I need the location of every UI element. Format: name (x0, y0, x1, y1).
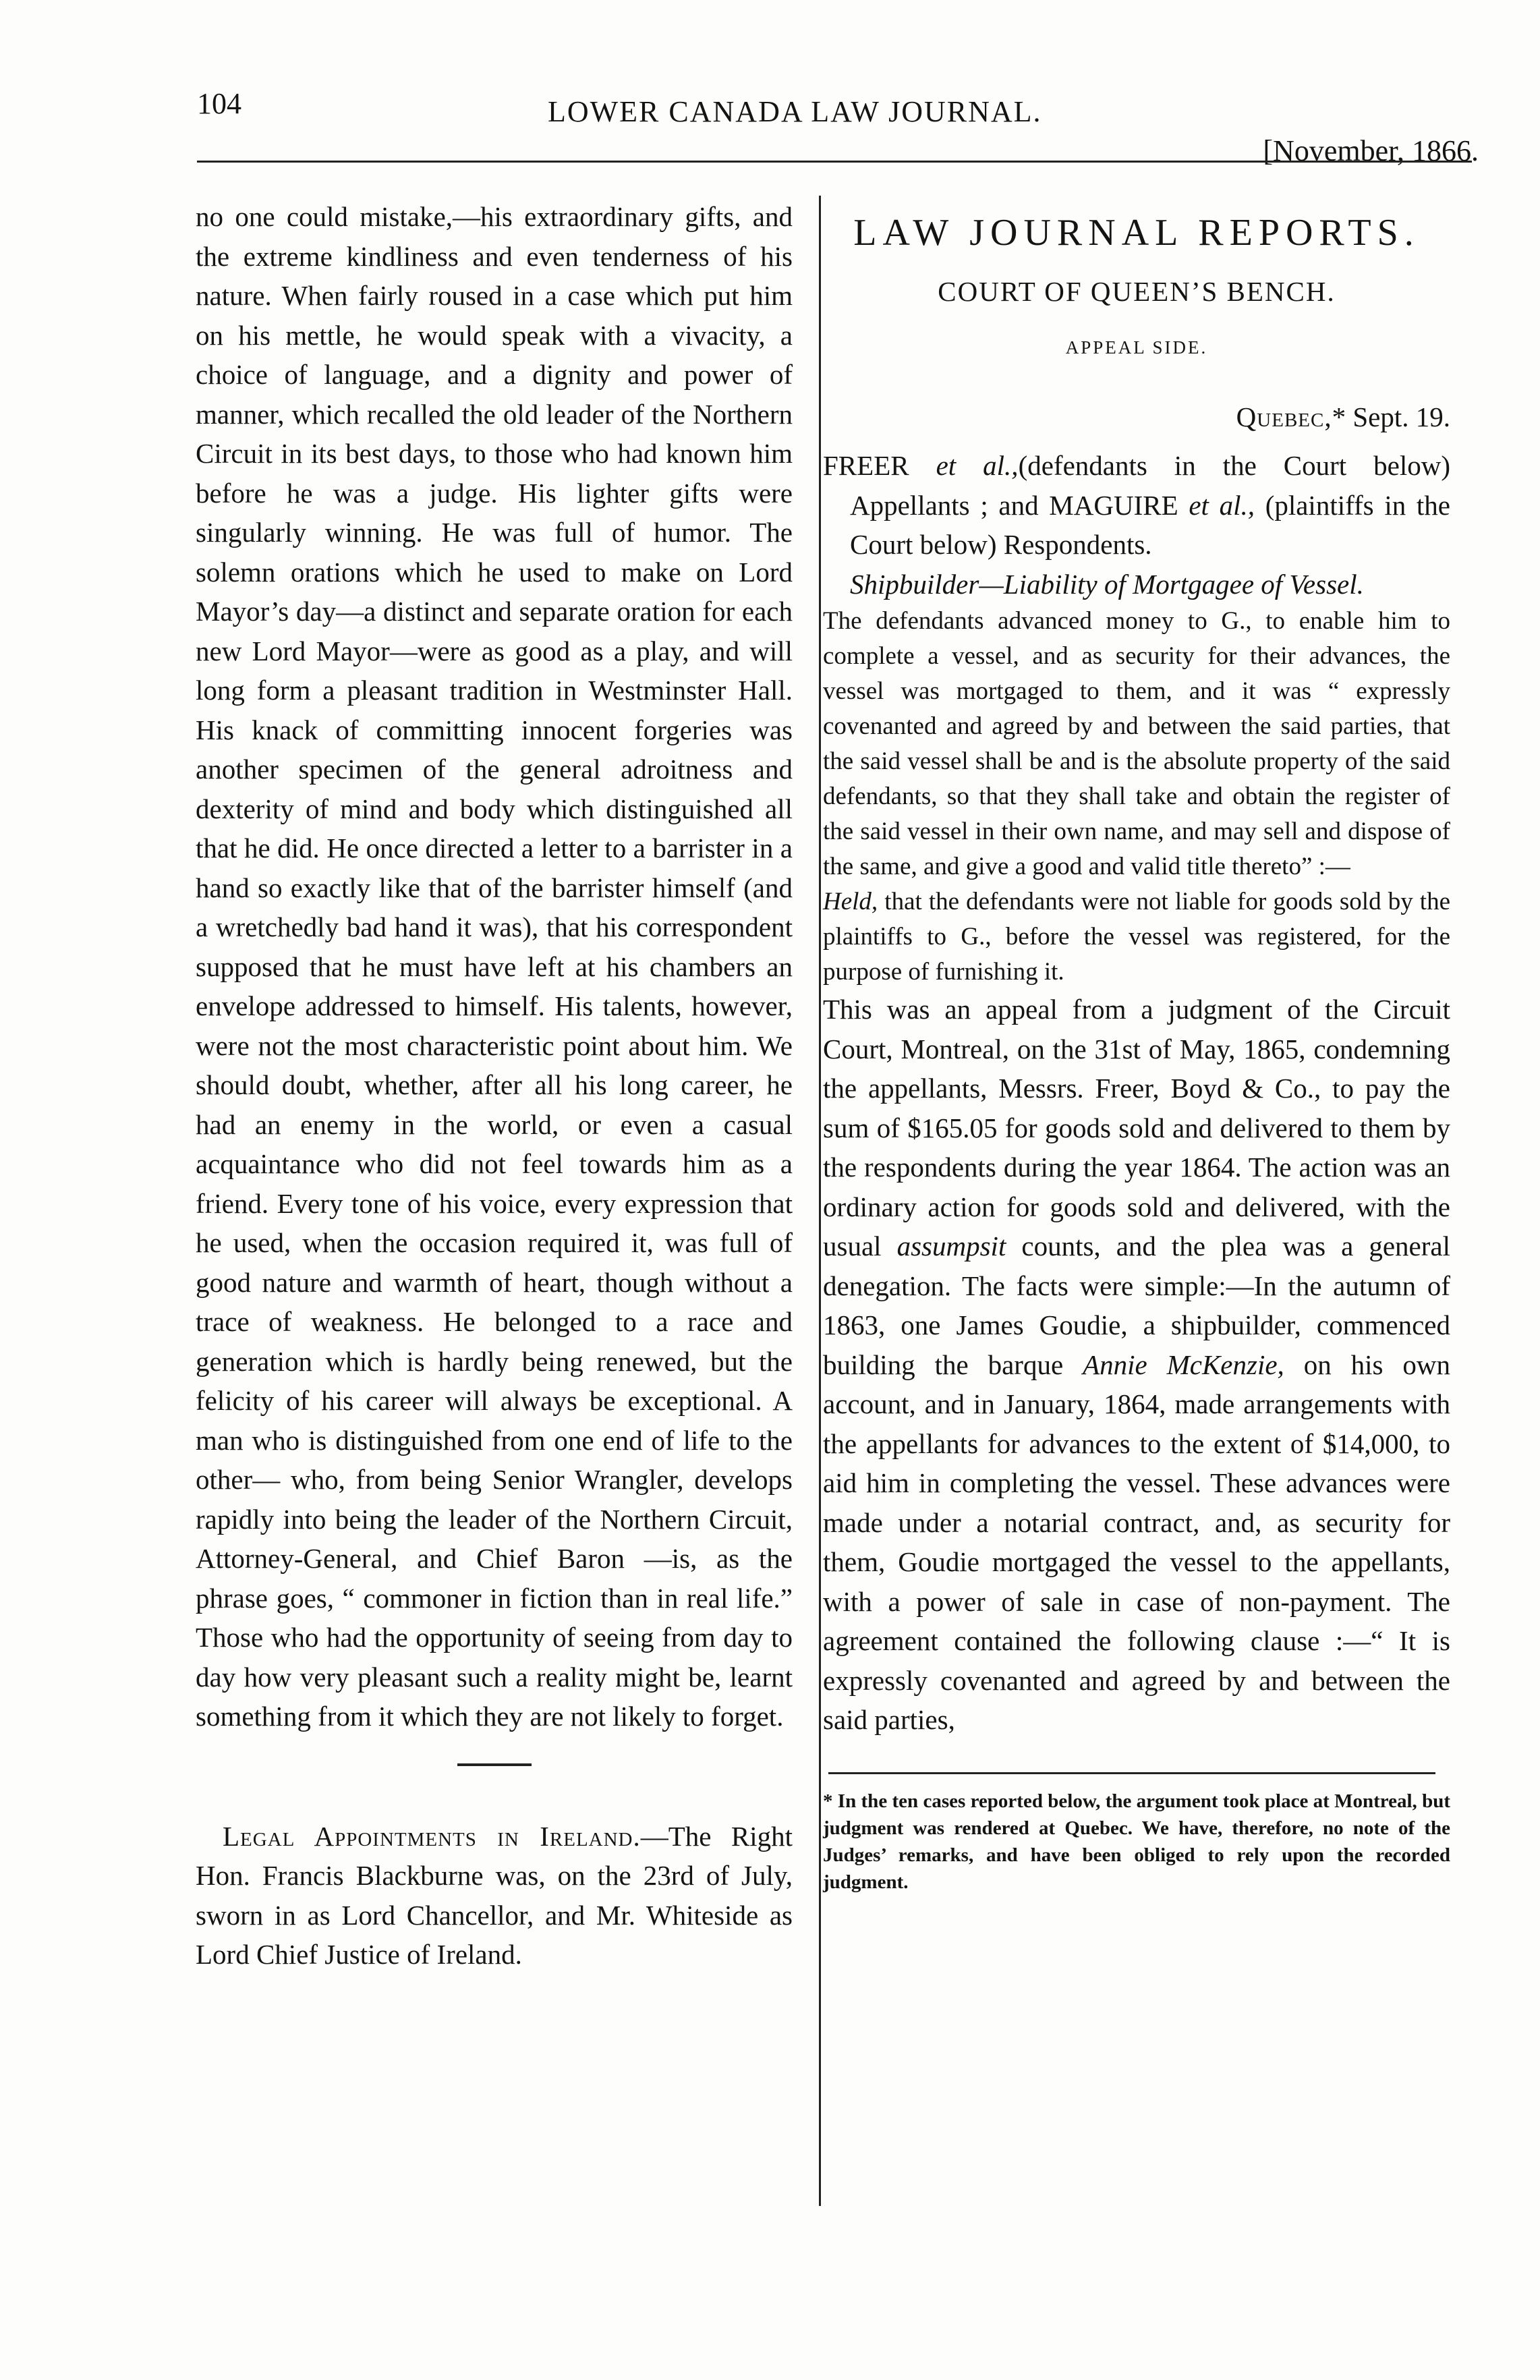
appointments-heading: Legal Appointments in Ireland. (223, 1820, 641, 1852)
appointments-text: —The Right Hon. Francis Blackburne was, on the 23rd of July, sworn in as Lord Chancellor, and Mr. Whiteside as Lord Chief Justice of Ireland. (196, 1820, 793, 1970)
case-date: Sept. 19. (1346, 401, 1450, 432)
running-header (197, 86, 1479, 167)
court-side: APPEAL SIDE. (1065, 337, 1208, 358)
case-subject: Shipbuilder—Liability of Mortgagee of Vessel. (850, 568, 1364, 600)
column-divider (819, 196, 821, 2206)
case-body (823, 990, 1450, 1740)
page-number: 104 (197, 87, 241, 120)
place-name: Quebec, (1236, 401, 1332, 432)
obituary-paragraph: no one could mistake,—his extraordinary gifts, and the extreme kindliness and even tenderness of his nature. When fairly roused in a case which put him on his mettle, he would speak with a vivacity, a choice of language, and a dignity and power of manner, which recalled the old leader of the Northern Circuit in its best days, to those who had known him before he was a judge. His lighter gifts were singularly winning. He was full of humor. The solemn orations which he used to make on Lord Mayor’s day—a distinct and separate oration for each new Lord Mayor—were as good as a play, and will long form a pleasant tradition in Westminster Hall. His knack of committing innocent forgeries was another specimen of the general adroitness and dexterity of mind and body which distinguished all that he did. He once directed a letter to a barrister in a hand so exactly like that of the barrister himself (and a wretchedly bad hand it was), that his correspondent supposed that he must have left at his chambers an envelope addressed to himself. His talents, however, were not the most characteristic point about him. We should doubt, whether, after all his long career, he had an enemy in the world, or even a casual acquaintance who did not feel towards him as a friend. Every tone of his voice, every expression that he used, when the occasion required it, was full of good nature and warmth of heart, though without a trace of weakness. He belonged to a race and generation which is hardly being renewed, but the felicity of his career will always be exceptional. A man who is distinguished from one end of life to the other— who, from being Senior Wrangler, develops rapidly into being the leader of the Northern Circuit, Attorney-General, and Chief Baron —is, as the phrase goes, “ commoner in fiction than in real life.” Those who had the opportunity of seeing from day to day how very pleasant such a reality might be, learnt something from it which they are not likely to forget. (196, 201, 793, 1732)
case-body-part-3: on his own account, and in January, 1864, made arrangements with the appellants for advances to the extent of $14,000, to aid him in completing the vessel. These advances were made under a notarial contract, and, as security for them, Goudie mortgaged the vessel to the appellants, with a power of sale in case of non-payment. The agreement contained the following clause :—“ It is expressly covenanted and agreed by and between the said parties, (823, 1349, 1451, 1735)
case-body-italic: assumpsit (896, 1230, 1006, 1262)
issue-date: [November, 1866. (1263, 134, 1479, 167)
footnote-marker: * (1332, 401, 1346, 432)
court-name: COURT OF QUEEN’S BENCH. (938, 276, 1336, 307)
case-body-part-2: counts, and the plea was a general denegation. The facts were simple:—In the autumn of 1863, one James Goudie, a shipbuilder, commenced building the barque (823, 1230, 1451, 1380)
section-title: LAW JOURNAL REPORTS. (853, 212, 1420, 254)
case-place-date (823, 397, 1450, 437)
appellant-etal: et al., (909, 450, 1019, 481)
footnote: * In the ten cases reported below, the argument took place at Montreal, but judgment was rendered at Quebec. We have, therefore, no note of the Judges’ remarks, and have been obliged to rely upon the recorded judgment. (823, 1790, 1450, 1893)
header-rule (197, 161, 1472, 163)
held-text: that the defendants were not liable for goods sold by the plaintiffs to G., before the vessel was registered, for the purpose of furnishing it. (823, 888, 1450, 986)
respondent-role: (plaintiffs in the Court below) Respondents. (850, 489, 1450, 560)
case-holding (823, 884, 1450, 990)
footnote-rule (828, 1772, 1435, 1774)
journal-title: LOWER CANADA LAW JOURNAL. (548, 95, 1042, 128)
ship-name: Annie McKenzie, (1083, 1349, 1284, 1380)
respondent-etal: et al., (1178, 489, 1255, 521)
right-column (823, 202, 1450, 1896)
case-parties (823, 446, 1450, 565)
case-syllabus: The defendants advanced money to G., to enable him to complete a vessel, and as security for their advances, the vessel was mortgaged to them, and it was “ expressly covenanted and agreed by and between the said parties, that the said vessel shall be and is the absolute property of the said defendants, so that they shall take and obtain the register of the said vessel in their own name, and may sell and dispose of the same, and give a good and valid title thereto” :— (823, 607, 1450, 880)
appointments-paragraph (196, 1817, 793, 1975)
case-body-part-1: This was an appeal from a judgment of the Circuit Court, Montreal, on the 31st of May, 1865, condemning the appellants, Messrs. Freer, Boyd & Co., to pay the sum of $165.05 for goods sold and delivered to them by the respondents during the year 1864. The action was an ordinary action for goods sold and delivered, with the usual (823, 994, 1450, 1262)
appellant-role: (defendants in the Court below) Appellants ; and MAGUIRE (850, 450, 1450, 521)
held-word: Held, (823, 888, 878, 915)
section-separator (457, 1763, 532, 1766)
left-column (196, 197, 793, 1975)
appellant-name: FREER (823, 450, 909, 481)
